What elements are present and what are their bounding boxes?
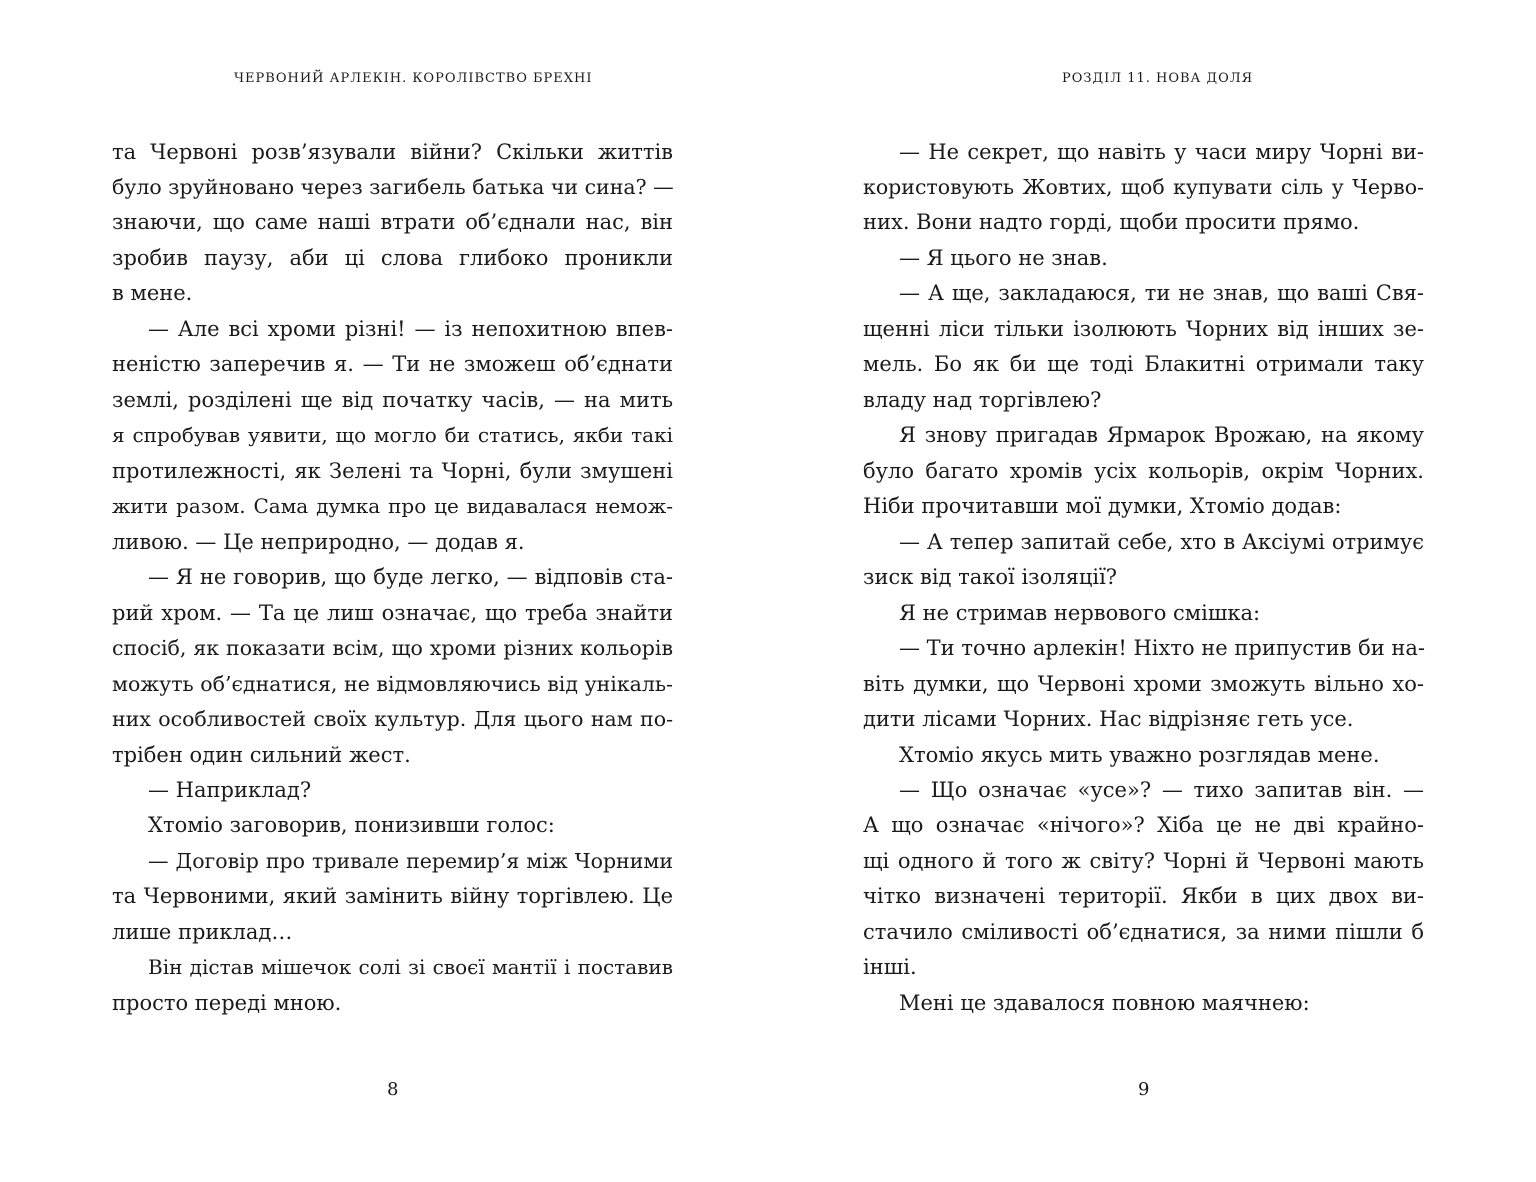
text-line: землі, розділені ще від початку часів, — на мить bbox=[112, 388, 673, 412]
text-line: ливою. — Це неприродно, — додав я. bbox=[112, 530, 525, 554]
text-line: протилежності, як Зелені та Чорні, були змушені bbox=[112, 459, 673, 483]
right-running-header: РОЗДІЛ 11. НОВА ДОЛЯ bbox=[1062, 71, 1254, 86]
left-running-header: ЧЕРВОНИЙ АРЛЕКІН. КОРОЛІВСТВО БРЕХНІ bbox=[234, 71, 593, 86]
text-line: віть думки, що Червоні хроми зможуть вільно хо- bbox=[863, 672, 1424, 696]
text-line: — Я не говорив, що буде легко, — відповів ста- bbox=[148, 565, 673, 589]
text-line: них. Вони надто горді, щоби просити прямо. bbox=[863, 210, 1360, 234]
text-line: я спробував уявити, що могло би статись, якби такі bbox=[112, 423, 673, 447]
text-line: можуть об’єднатися, не відмовляючись від унікаль- bbox=[112, 672, 673, 696]
text-line: неністю заперечив я. — Ти не зможеш об’єднати bbox=[112, 352, 673, 376]
text-line: щі одного й того ж світу? Чорні й Червоні мають bbox=[863, 849, 1424, 873]
text-line: користовують Жовтих, щоб купувати сіль у Червo- bbox=[863, 175, 1424, 199]
text-line: владу над торгівлею? bbox=[863, 388, 1102, 412]
text-line: чітко визначені території. Якби в цих двох ви- bbox=[863, 884, 1424, 908]
text-line: Він дістав мішечок солі зі своєї мантії і поставив bbox=[148, 955, 673, 979]
right-page-number: 9 bbox=[1138, 1079, 1150, 1100]
text-line: Хтоміо заговорив, понизивши голос: bbox=[148, 813, 555, 837]
text-line: було багато хромів усіх кольорів, окрім Чорних. bbox=[863, 459, 1424, 483]
text-line: Ніби прочитавши мої думки, Хтоміо додав: bbox=[863, 494, 1342, 518]
text-line: — А ще, закладаюся, ти не знав, що ваші Свя- bbox=[899, 281, 1424, 305]
text-line: та Червоними, який замінить війну торгівлею. Це bbox=[112, 884, 673, 908]
text-line: них особливостей своїх культур. Для цього нам по- bbox=[112, 707, 673, 731]
text-line: лише приклад… bbox=[112, 920, 293, 944]
text-line: — Я цього не знав. bbox=[899, 246, 1108, 270]
text-line: жити разом. Сама думка про це видавалася немож- bbox=[112, 494, 673, 518]
text-line: зробив паузу, аби ці слова глибоко проникли bbox=[112, 246, 673, 270]
text-line: — Але всі хроми різні! — із непохитною впев- bbox=[148, 317, 673, 341]
text-line: трібен один сильний жест. bbox=[112, 743, 411, 767]
left-page-number: 8 bbox=[387, 1079, 399, 1100]
text-line: — Не секрет, що навіть у часи миру Чорні ви- bbox=[899, 140, 1424, 164]
text-line: А що означає «нічого»? Хіба це не дві крайно- bbox=[863, 813, 1424, 837]
right-page bbox=[768, 0, 1536, 1182]
text-line: мель. Бо як би ще тоді Блакитні отримали таку bbox=[863, 352, 1424, 376]
text-line: в мене. bbox=[112, 281, 193, 305]
text-line: дити лісами Чорних. Нас відрізняє геть усе. bbox=[863, 707, 1354, 731]
text-line: — Договір про тривале перемир’я між Чорними bbox=[148, 849, 673, 873]
text-line: — Наприклад? bbox=[148, 778, 312, 802]
text-line: було зруйновано через загибель батька чи сина? — bbox=[112, 175, 674, 199]
text-line: Мені це здавалося повною маячнею: bbox=[899, 991, 1310, 1015]
text-line: Я не стримав нервового смішка: bbox=[899, 601, 1261, 625]
text-line: зиск від такої ізоляції? bbox=[863, 565, 1118, 589]
text-line: спосіб, як показати всім, що хроми різних кольорів bbox=[112, 636, 673, 660]
text-line: — Що означає «усе»? — тихо запитав він. — bbox=[899, 778, 1424, 802]
text-line: інші. bbox=[863, 955, 917, 979]
text-line: — Ти точно арлекін! Ніхто не припустив би на- bbox=[899, 636, 1425, 660]
text-line: знаючи, що саме наші втрати об’єднали нас, він bbox=[112, 210, 673, 234]
text-line: просто переді мною. bbox=[112, 991, 342, 1015]
text-line: рий хром. — Та це лиш означає, що треба знайти bbox=[112, 601, 673, 625]
text-line: та Червоні розв’язували війни? Скільки життів bbox=[112, 140, 673, 164]
text-line: Хтоміо якусь мить уважно розглядав мене. bbox=[899, 743, 1380, 767]
text-line: — А тепер запитай себе, хто в Аксіумі отримує bbox=[899, 530, 1424, 554]
text-line: Я знову пригадав Ярмарок Врожаю, на якому bbox=[899, 423, 1424, 447]
text-line: стачило сміливості об’єднатися, за ними пішли б bbox=[863, 920, 1424, 944]
text-line: щенні ліси тільки ізолюють Чорних від інших зе- bbox=[863, 317, 1424, 341]
